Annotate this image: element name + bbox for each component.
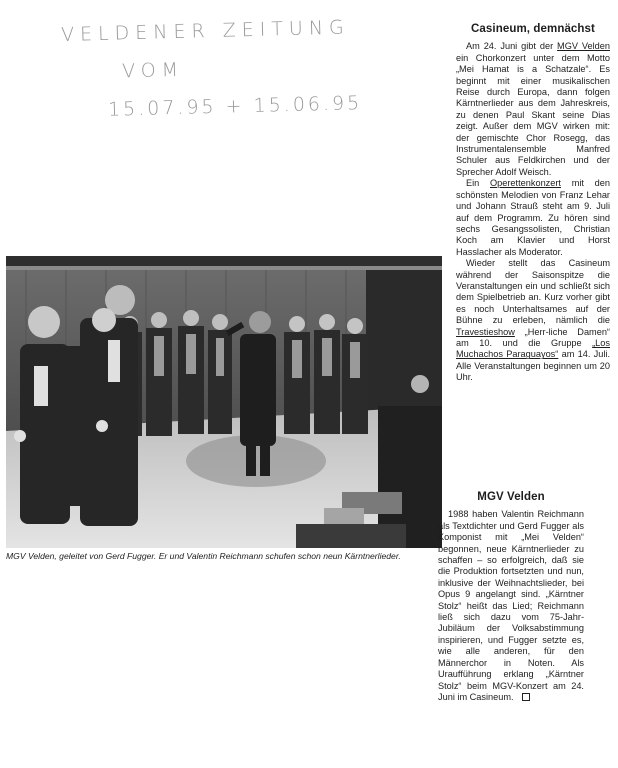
photo-caption: MGV Velden, geleitet von Gerd Fugger. Er und Valentin Reichmann schufen schon neun Kärntnerlieder. <box>6 551 401 561</box>
handwritten-line-vom: VOM <box>121 58 185 83</box>
underlined-los-muchachos: „Los Muchachos Paraguayos“ <box>456 337 610 360</box>
article-casineum-paragraph-2: Ein Operettenkonzert mit den schönsten Melodien von Franz Lehar und Johann Strauß steht am 9. Juli auf dem Programm. Zu hören sind sechs Gesangssolisten, Christian Koch am Klavier und Horst Hasslacher als Moderator. <box>456 178 610 257</box>
article-casineum <box>456 24 610 384</box>
article-casineum-paragraph-1: Am 24. Juni gibt der MGV Velden ein Chorkonzert unter dem Motto „Mei Hamat is a Schatzale“. Es beginnt mit einer musikalischen Reise durch Europa, dann folgen Kärntnerlieder aus dem Jahreskreis, zu denen Paul Skant seine Dias zeigt. Außer dem MGV wirken mit: der gemischte Chor Rosegg, das Instrumentalensemble Manfred Schuler aus Feldkirchen und der Sprecher Adolf Weisch. <box>456 41 610 177</box>
underlined-mgv-velden: MGV Velden <box>557 41 610 52</box>
end-of-article-square-icon <box>522 693 530 701</box>
underlined-travestieshow: Travestieshow <box>456 326 515 337</box>
underlined-operettenkonzert: Operettenkonzert <box>490 178 561 189</box>
article-casineum-headline: Casineum, demnächst <box>471 23 595 35</box>
handwritten-line-newspaper: VELDENER ZEITUNG <box>60 16 351 46</box>
choir-photo <box>6 256 442 548</box>
article-casineum-paragraph-3: Wieder stellt das Casineum während der Saisonspitze die Veranstaltungen ein und schließt sich dem Spielbetrieb an. Kurz vorher gibt es noch Unterhaltsames auf der Bühne zu erleben, nämlich die Travestieshow „Herr-liche Damen“ am 10. und die Gruppe „Los Muchachos Paraguayos“ am 14. Juli. Alle Veranstaltungen beginnen um 20 Uhr. <box>456 258 610 383</box>
article-mgv-velden <box>438 492 584 703</box>
handwritten-line-dates: 15.07.95 + 15.06.95 <box>107 92 363 121</box>
article-mgv-velden-body: 1988 haben Valentin Reichmann als Textdichter und Gerd Fugger als Komponist mit „Mei Velden“ begonnen, neue Kärntnerlieder zu schaffen – so erfolgreich, daß sie die Produktion fortsetzten und nun, inklusive der Weihnachtslieder, bei Opus 9 angelangt sind. „Kärntner Stolz“ heißt das Lied; Reichmann ließ sich dazu vom 75-Jahr-Jubiläum der Volksabstimmung inspirieren, und Fugger setzte es, wie alle anderen, für den Männerchor in Noten. Als Uraufführung erklang „Kärntner Stolz“ beim MGV-Konzert am 24. Juni im Casineum. <box>438 509 584 702</box>
article-mgv-velden-headline: MGV Velden <box>477 491 545 503</box>
handwritten-note <box>61 8 364 130</box>
